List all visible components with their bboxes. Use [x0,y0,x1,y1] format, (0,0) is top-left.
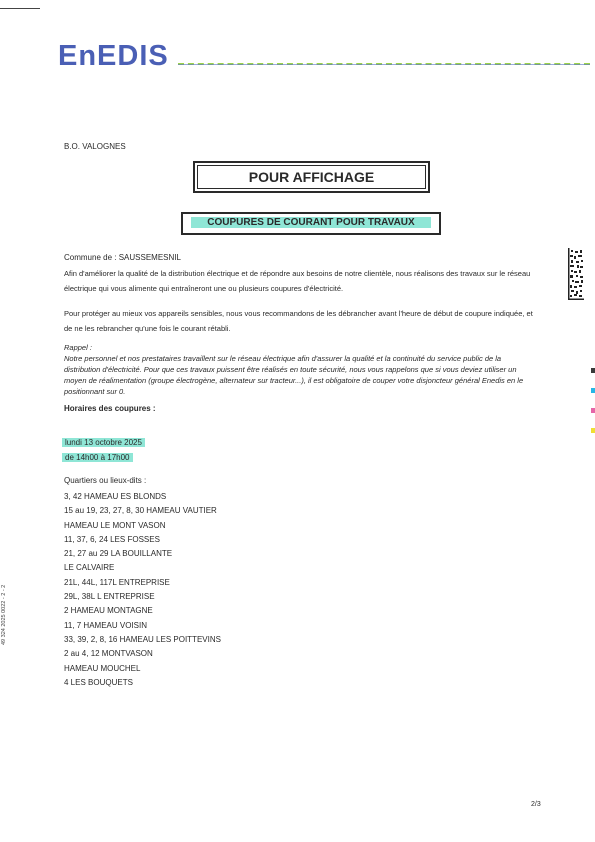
print-mark-black [591,368,595,373]
outage-date-text: lundi 13 octobre 2025 [62,438,145,447]
list-item: 33, 39, 2, 8, 16 HAMEAU LES POITTEVINS [64,634,221,644]
intro-paragraph: Afin d'améliorer la qualité de la distribution électrique et de répondre aux besoins de notre clientèle, nous réalisons des travaux sur le réseau électrique qui vous alimente qui entraîneront une ou plusieurs coupures d'électricité. [64,269,531,293]
quartiers-label: Quartiers ou lieux-dits : [64,476,147,485]
rappel-block [64,342,534,397]
list-item: 2 HAMEAU MONTAGNE [64,606,153,616]
rappel-label: Rappel : [64,343,92,352]
list-item: 2 au 4, 12 MONTVASON [64,649,153,659]
logo-underline-secondary [178,64,590,65]
outage-hours-text: de 14h00 à 17h00 [62,453,133,462]
list-item: 15 au 19, 23, 27, 8, 30 HAMEAU VAUTIER [64,506,217,516]
list-item: 11, 37, 6, 24 LES FOSSES [64,534,160,544]
list-item: HAMEAU MOUCHEL [64,663,141,673]
locations-list [64,490,221,690]
horaires-label: Horaires des coupures : [64,404,156,413]
datamatrix-code [568,248,584,300]
commune-line: Commune de : SAUSSEMESNIL [64,253,181,262]
agency-name: B.O. VALOGNES [64,142,126,151]
list-item: HAMEAU LE MONT VASON [64,520,166,530]
rappel-text: Notre personnel et nos prestataires travaillent sur le réseau électrique afin d'assurer la qualité et la continuité du service public de la distribution d'électricité. Pour que ces travaux puissent être réalisés en toute sécurité, nous vous rappelons que si vous deviez utiliser un moyen de réalimentation (groupe électrogène, alternateur sur tracteur...), il est obligatoire de couper votre disjoncteur général Enedis en le positionnant sur 0. [64,354,524,396]
list-item: 21L, 44L, 117L ENTREPRISE [64,577,170,587]
list-item: 3, 42 HAMEAU ES BLONDS [64,492,167,501]
coupures-box [181,212,441,235]
list-item: 4 LES BOUQUETS [64,677,133,687]
page-number: 2/3 [531,801,541,808]
advice-paragraph: Pour protéger au mieux vos appareils sensibles, nous vous recommandons de les débrancher avant l'heure de début de coupure indiquée, et de ne les rebrancher qu'une fois le courant rétabli. [64,309,533,333]
affichage-title: POUR AFFICHAGE [248,169,375,185]
affichage-box [193,161,430,193]
corner-crop-mark [0,0,40,9]
side-reference-code: 49 324 2025 0022 - 2 - 2 [1,584,7,645]
list-item: 11, 7 HAMEAU VOISIN [64,620,147,630]
enedis-logo: EnEDIS [58,40,169,72]
print-mark-cyan [591,388,595,393]
list-item: 21, 27 au 29 LA BOUILLANTE [64,549,173,559]
list-item: LE CALVAIRE [64,563,115,573]
print-mark-yellow [591,428,595,433]
coupures-title: COUPURES DE COURANT POUR TRAVAUX [191,217,431,228]
print-mark-magenta [591,408,595,413]
outage-hours [62,447,133,465]
list-item: 29L, 38L L ENTREPRISE [64,592,155,602]
